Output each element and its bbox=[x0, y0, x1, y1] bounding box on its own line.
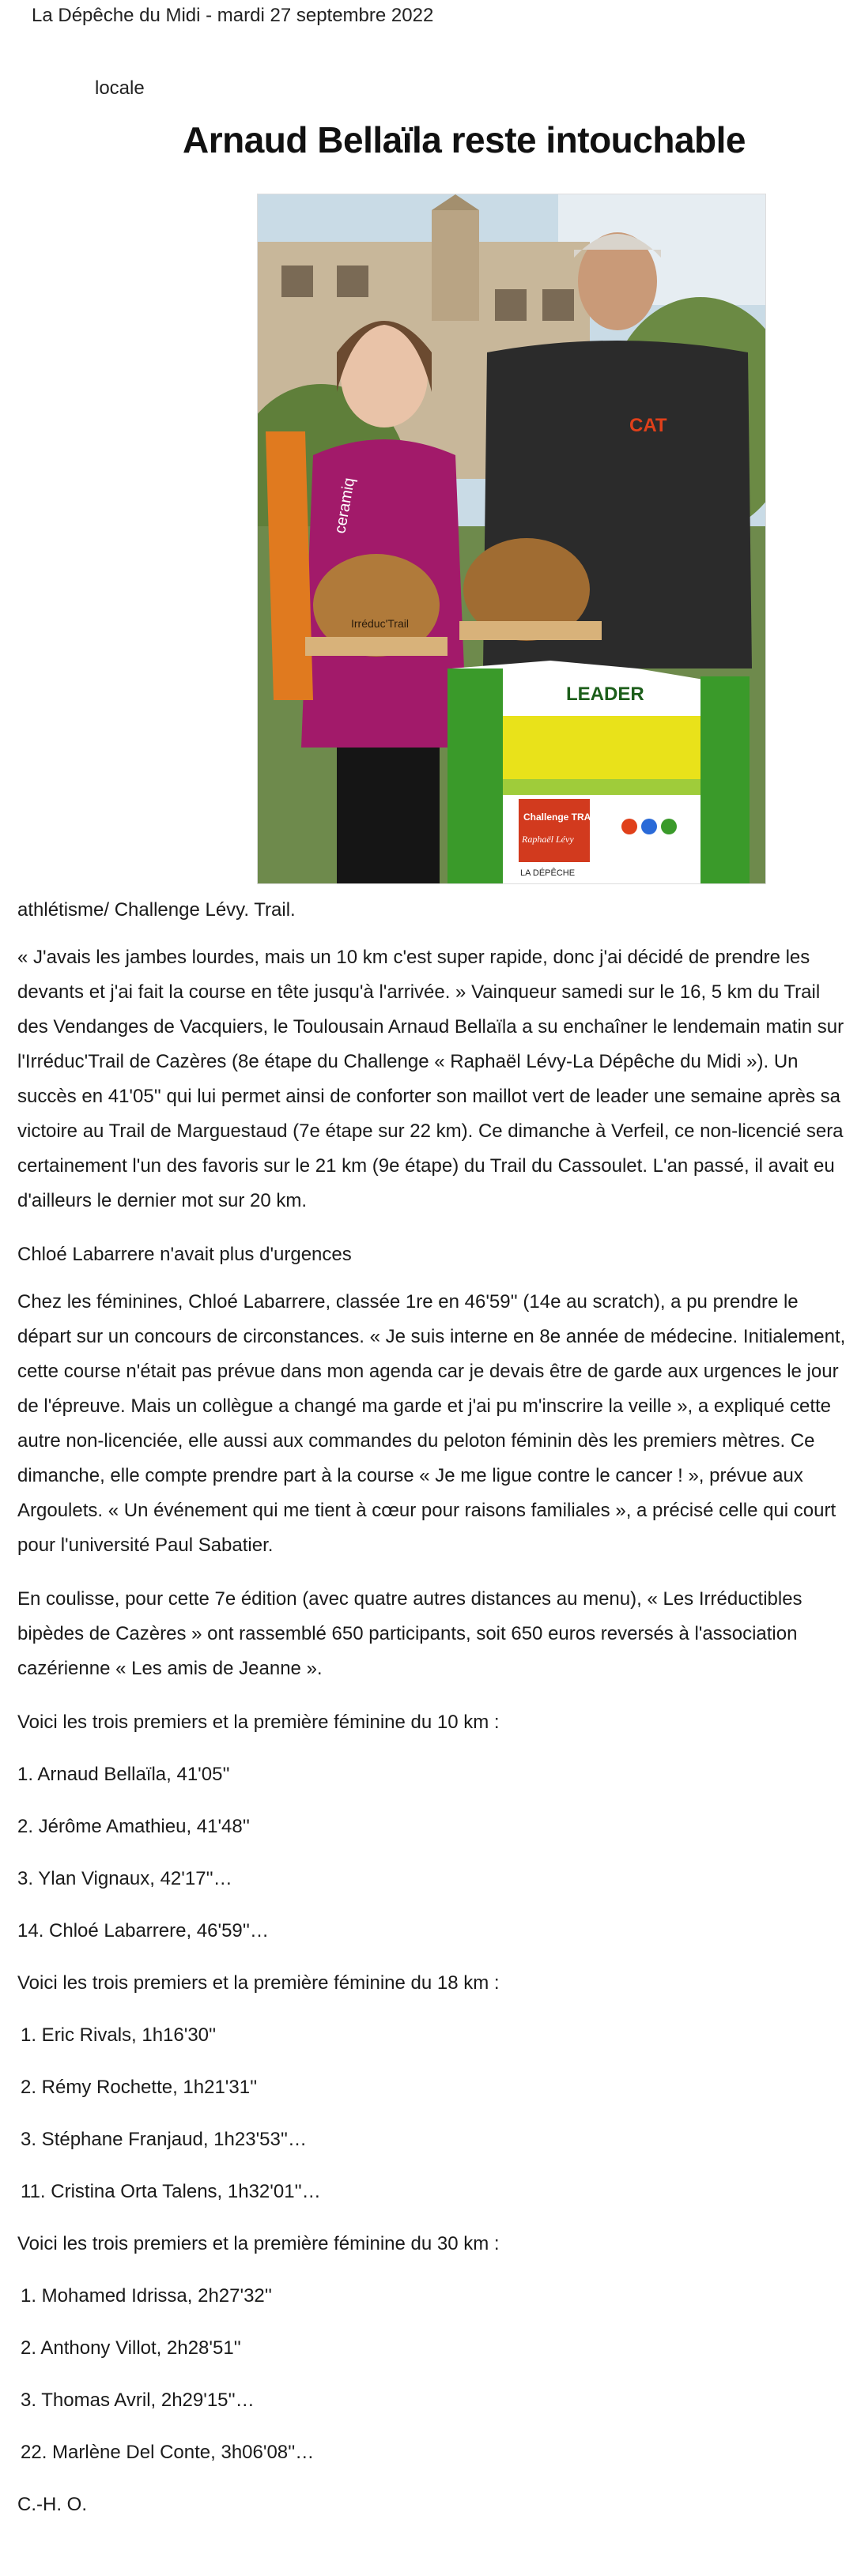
result-line: 3. Ylan Vignaux, 42'17''… bbox=[17, 1868, 232, 1889]
photo-jersey-sleeve bbox=[447, 668, 503, 883]
article-subhead: Chloé Labarrere n'avait plus d'urgences bbox=[17, 1244, 352, 1265]
photo-trophy-text: Irréduc'Trail bbox=[351, 617, 409, 630]
photo-trophy-right-base bbox=[459, 621, 602, 640]
results-heading: Voici les trois premiers et la première féminine du 18 km : bbox=[17, 1972, 500, 1994]
article-title: Arnaud Bellaïla reste intouchable bbox=[182, 119, 746, 160]
result-line: 3. Stéphane Franjaud, 1h23'53''… bbox=[21, 2129, 308, 2150]
photo-trophy-left-base bbox=[305, 637, 447, 656]
article-signature: C.-H. O. bbox=[17, 2494, 87, 2515]
results-heading: Voici les trois premiers et la première féminine du 10 km : bbox=[17, 1712, 500, 1733]
photo-jersey-runner bbox=[621, 819, 637, 834]
photo-woman-leggings bbox=[337, 748, 440, 883]
publication-line: La Dépêche du Midi - mardi 27 septembre 2022 bbox=[32, 5, 434, 26]
photo-jersey-banner bbox=[519, 799, 590, 862]
photo-jersey-sleeve bbox=[701, 676, 750, 883]
photo-illustration bbox=[258, 194, 765, 883]
result-line: 3. Thomas Avril, 2h29'15''… bbox=[21, 2390, 255, 2411]
result-line: 2. Anthony Villot, 2h28'51'' bbox=[21, 2337, 241, 2359]
result-line: 1. Arnaud Bellaïla, 41'05'' bbox=[17, 1764, 230, 1785]
result-line: 14. Chloé Labarrere, 46'59''… bbox=[17, 1920, 269, 1941]
result-line: 2. Rémy Rochette, 1h21'31'' bbox=[21, 2077, 258, 2098]
photo-window bbox=[495, 289, 527, 321]
results-heading: Voici les trois premiers et la première féminine du 30 km : bbox=[17, 2233, 500, 2254]
photo-window bbox=[281, 266, 313, 297]
photo-top-brand: ceramiq bbox=[331, 476, 359, 535]
result-line: 22. Marlène Del Conte, 3h06'08''… bbox=[21, 2442, 315, 2463]
photo-jersey-banner-text: Challenge TRAIL bbox=[523, 812, 600, 823]
photo-window bbox=[337, 266, 368, 297]
photo-jersey-footer: LA DÉPÊCHE bbox=[520, 868, 576, 878]
result-line: 2. Jérôme Amathieu, 41'48'' bbox=[17, 1816, 250, 1837]
result-line: 1. Mohamed Idrissa, 2h27'32'' bbox=[21, 2285, 272, 2307]
article-photo bbox=[257, 194, 766, 884]
photo-jersey-stripe bbox=[503, 716, 701, 787]
article-paragraph: « J'avais les jambes lourdes, mais un 10 km c'est super rapide, donc j'ai décidé de prendre les devants et j'ai fait la course en tête jusqu'à l'arrivée. » Vainqueur samedi sur le 16, 5 km du Trail des Vendanges de Vacquiers, le Toulousain Arnaud Bellaïla a su enchaîner le lendemain matin sur l'Irréduc'Trail de Cazères (8e étape du Challenge « Raphaël Lévy-La Dépêche du Midi »). Un succès en 41'05'' qui lui permet ainsi de conforter son maillot vert de leader une semaine après sa victoire au Trail de Marguestaud (7e étape sur 22 km). Ce dimanche à Verfeil, ce non-licencié sera certainement l'un des favoris sur le 21 km (9e étape) du Trail du Cassoulet. L'an passé, il avait eu d'ailleurs le dernier mot sur 20 km. bbox=[17, 947, 844, 1211]
photo-jersey-text: LEADER bbox=[566, 684, 644, 705]
photo-jersey-stripe bbox=[503, 779, 701, 795]
photo-jersey-runner bbox=[661, 819, 677, 834]
photo-jersey-sponsor: Raphaël Lévy bbox=[522, 834, 574, 845]
article-body bbox=[17, 893, 848, 2540]
photo-shirt-brand: CAT bbox=[629, 415, 667, 436]
article-paragraph: En coulisse, pour cette 7e édition (avec quatre autres distances au menu), « Les Irréductibles bipèdes de Cazères » ont rassemblé 650 participants, soit 650 euros reversés à l'association cazérienne « Les amis de Jeanne ». bbox=[17, 1588, 802, 1679]
photo-bouquet bbox=[266, 431, 313, 700]
article-paragraph: Chez les féminines, Chloé Labarrere, classée 1re en 46'59'' (14e au scratch), a pu prendre le départ sur un concours de circonstances. « Je suis interne en 8e année de médecine. Initialement, cette course n'était pas prévue dans mon agenda car je devais être de garde aux urgences le jour de l'épreuve. Mais un collègue a changé ma garde et j'ai pu m'inscrire la veille », a expliqué cette autre non-licenciée, elle aussi aux commandes du peloton féminin dès les premiers mètres. Ce dimanche, elle compte prendre part à la course « Je me ligue contre le cancer ! », prévue aux Argoulets. « Un événement qui me tient à cœur pour raisons familiales », a précisé celle qui court pour l'université Paul Sabatier. bbox=[17, 1291, 846, 1556]
article-kicker: athlétisme/ Challenge Lévy. Trail. bbox=[17, 899, 296, 921]
photo-bell-tower bbox=[432, 210, 479, 321]
photo-jersey-runner bbox=[641, 819, 657, 834]
result-line: 11. Cristina Orta Talens, 1h32'01''… bbox=[21, 2181, 321, 2202]
section-label: locale bbox=[95, 77, 145, 99]
result-line: 1. Eric Rivals, 1h16'30'' bbox=[21, 2024, 217, 2046]
photo-window bbox=[542, 289, 574, 321]
